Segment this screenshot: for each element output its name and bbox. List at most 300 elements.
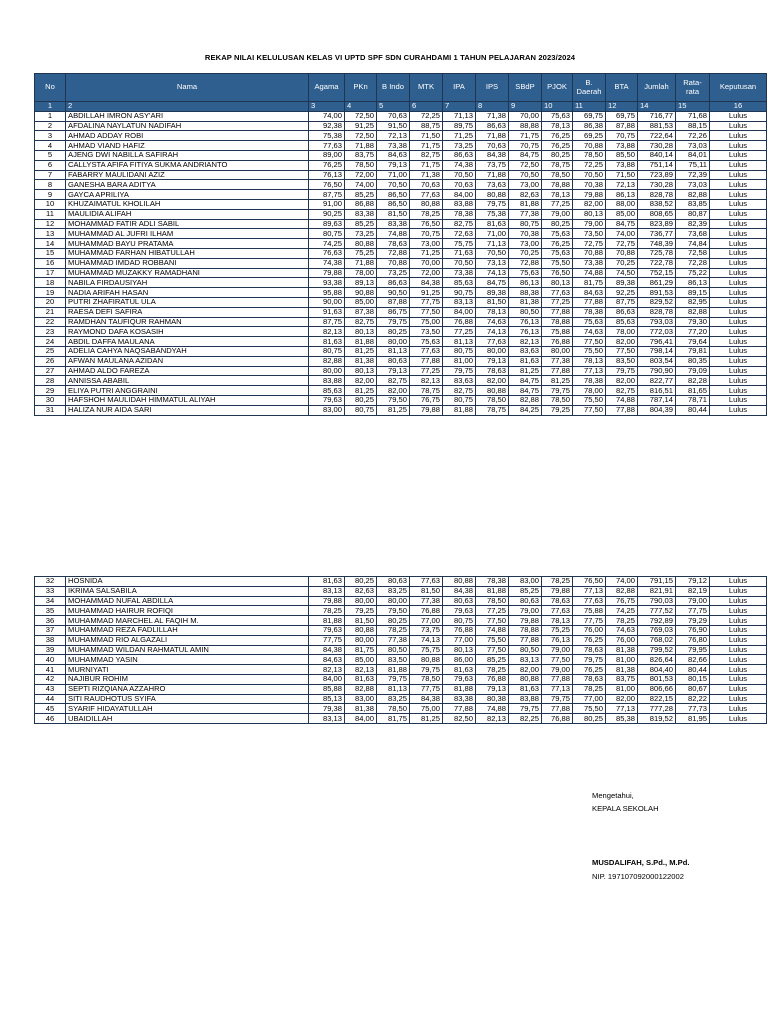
score-cell: 86,63: [443, 150, 476, 160]
score-cell: 83,13: [309, 586, 345, 596]
table-row: [35, 131, 767, 141]
score-cell: 79,30: [676, 317, 710, 327]
row-number-cell: 46: [35, 714, 66, 724]
row-number-cell: 25: [35, 346, 66, 356]
score-cell: 81,75: [345, 645, 377, 655]
score-cell: 78,25: [410, 209, 443, 219]
score-cell: 83,88: [309, 376, 345, 386]
student-name-cell: MUHAMMAD REZA FADLILLAH: [66, 625, 309, 635]
score-cell: 89,38: [476, 288, 509, 298]
score-cell: 81,63: [509, 356, 542, 366]
score-cell: 81,13: [377, 346, 410, 356]
decision-cell: Lulus: [710, 337, 767, 347]
score-cell: 80,44: [676, 665, 710, 675]
score-cell: 70,25: [606, 258, 638, 268]
score-cell: 80,63: [377, 577, 410, 587]
score-cell: 81,50: [345, 616, 377, 626]
score-cell: 72,50: [509, 160, 542, 170]
score-cell: 78,63: [476, 366, 509, 376]
score-cell: 74,13: [476, 327, 509, 337]
score-cell: 74,13: [476, 268, 509, 278]
student-name-cell: ABDIL DAFFA MAULANA: [66, 337, 309, 347]
score-cell: 82,13: [476, 714, 509, 724]
score-cell: 70,75: [410, 229, 443, 239]
score-cell: 85,00: [606, 209, 638, 219]
score-cell: 78,25: [606, 616, 638, 626]
score-cell: 83,00: [509, 577, 542, 587]
decision-cell: Lulus: [710, 199, 767, 209]
score-cell: 76,25: [542, 131, 573, 141]
score-cell: 81,13: [443, 337, 476, 347]
score-cell: 77,50: [573, 405, 606, 415]
score-cell: 78,75: [542, 160, 573, 170]
score-cell: 82,88: [676, 307, 710, 317]
score-cell: 80,88: [345, 239, 377, 249]
score-cell: 72,25: [410, 111, 443, 121]
score-cell: 74,84: [676, 239, 710, 249]
row-number-cell: 23: [35, 327, 66, 337]
row-number-cell: 12: [35, 219, 66, 229]
score-cell: 81,13: [377, 684, 410, 694]
score-cell: 83,13: [509, 655, 542, 665]
score-cell: 75,50: [542, 258, 573, 268]
score-cell: 82,00: [606, 376, 638, 386]
score-cell: 73,00: [509, 180, 542, 190]
score-cell: 790,03: [638, 596, 676, 606]
score-cell: 861,29: [638, 278, 676, 288]
table-row: [35, 248, 767, 258]
score-cell: 82,00: [377, 386, 410, 396]
decision-cell: Lulus: [710, 141, 767, 151]
score-cell: 78,50: [377, 704, 410, 714]
decision-cell: Lulus: [710, 376, 767, 386]
score-cell: 725,78: [638, 248, 676, 258]
score-cell: 88,15: [676, 121, 710, 131]
score-cell: 71,75: [509, 131, 542, 141]
score-cell: 83,25: [377, 586, 410, 596]
score-cell: 81,50: [377, 209, 410, 219]
score-cell: 70,63: [377, 111, 410, 121]
score-cell: 77,63: [542, 288, 573, 298]
score-cell: 82,00: [345, 376, 377, 386]
student-name-cell: ADELIA CAHYA NAQSABANDYAH: [66, 346, 309, 356]
score-cell: 803,54: [638, 356, 676, 366]
score-cell: 81,38: [509, 297, 542, 307]
decision-cell: Lulus: [710, 258, 767, 268]
score-cell: 791,15: [638, 577, 676, 587]
header-cell: Rata-rata: [676, 74, 710, 102]
score-cell: 77,13: [573, 366, 606, 376]
score-cell: 78,71: [676, 395, 710, 405]
score-cell: 80,25: [345, 577, 377, 587]
decision-cell: Lulus: [710, 288, 767, 298]
score-cell: 78,75: [410, 386, 443, 396]
score-cell: 92,38: [309, 121, 345, 131]
score-cell: 79,88: [309, 596, 345, 606]
score-cell: 77,50: [606, 346, 638, 356]
score-cell: 79,75: [542, 386, 573, 396]
decision-cell: Lulus: [710, 625, 767, 635]
student-name-cell: ELIYA PUTRI ANGGRAINI: [66, 386, 309, 396]
score-cell: 72,50: [345, 111, 377, 121]
score-cell: 82,00: [476, 376, 509, 386]
score-cell: 89,38: [606, 278, 638, 288]
score-cell: 70,50: [476, 248, 509, 258]
row-number-cell: 15: [35, 248, 66, 258]
score-cell: 82,63: [509, 190, 542, 200]
student-name-cell: MAULIDIA ALIFAH: [66, 209, 309, 219]
score-cell: 78,50: [476, 395, 509, 405]
table-row: [35, 327, 767, 337]
score-cell: 75,63: [542, 111, 573, 121]
score-cell: 81,88: [345, 337, 377, 347]
signature-greeting: Mengetahui,: [592, 791, 634, 800]
score-cell: 82,88: [309, 356, 345, 366]
score-cell: 91,63: [309, 307, 345, 317]
score-cell: 77,75: [410, 684, 443, 694]
score-cell: 81,00: [606, 684, 638, 694]
decision-cell: Lulus: [710, 346, 767, 356]
score-cell: 71,63: [443, 248, 476, 258]
score-cell: 82,25: [509, 714, 542, 724]
score-cell: 806,66: [638, 684, 676, 694]
score-cell: 82,39: [676, 219, 710, 229]
score-cell: 76,50: [410, 219, 443, 229]
score-cell: 77,88: [573, 297, 606, 307]
score-cell: 82,63: [345, 586, 377, 596]
score-cell: 83,88: [509, 694, 542, 704]
row-number-cell: 9: [35, 190, 66, 200]
score-cell: 78,13: [542, 616, 573, 626]
score-cell: 75,50: [573, 704, 606, 714]
score-cell: 76,88: [542, 337, 573, 347]
score-cell: 80,75: [309, 229, 345, 239]
score-cell: 78,88: [542, 317, 573, 327]
score-cell: 72,13: [606, 180, 638, 190]
score-cell: 80,00: [377, 596, 410, 606]
score-cell: 84,38: [309, 645, 345, 655]
student-name-cell: MUHAMMAD WILDAN RAHMATUL AMIN: [66, 645, 309, 655]
score-cell: 95,88: [309, 288, 345, 298]
score-cell: 70,88: [573, 141, 606, 151]
score-cell: 77,38: [509, 209, 542, 219]
score-cell: 76,13: [542, 635, 573, 645]
score-cell: 77,50: [410, 307, 443, 317]
score-cell: 77,13: [573, 586, 606, 596]
row-number-cell: 30: [35, 395, 66, 405]
student-name-cell: NAJIBUR ROHIM: [66, 674, 309, 684]
table-row: [35, 121, 767, 131]
score-cell: 86,13: [676, 278, 710, 288]
score-cell: 77,50: [476, 616, 509, 626]
score-cell: 80,13: [345, 366, 377, 376]
score-cell: 80,13: [345, 327, 377, 337]
score-cell: 73,68: [676, 229, 710, 239]
score-cell: 85,50: [606, 150, 638, 160]
score-cell: 84,00: [309, 674, 345, 684]
score-cell: 82,13: [309, 327, 345, 337]
student-name-cell: UBAIDILLAH: [66, 714, 309, 724]
score-cell: 91,00: [309, 199, 345, 209]
score-cell: 85,63: [606, 317, 638, 327]
row-number-cell: 3: [35, 131, 66, 141]
score-cell: 82,00: [606, 694, 638, 704]
score-cell: 69,25: [573, 131, 606, 141]
score-cell: 81,25: [509, 366, 542, 376]
score-cell: 83,13: [309, 714, 345, 724]
score-cell: 71,50: [410, 131, 443, 141]
decision-cell: Lulus: [710, 121, 767, 131]
score-cell: 84,38: [410, 278, 443, 288]
row-number-cell: 28: [35, 376, 66, 386]
score-cell: 81,88: [377, 665, 410, 675]
score-cell: 819,52: [638, 714, 676, 724]
score-cell: 78,13: [476, 307, 509, 317]
score-cell: 76,88: [443, 625, 476, 635]
score-cell: 808,65: [638, 209, 676, 219]
table-row: [35, 307, 767, 317]
decision-cell: Lulus: [710, 405, 767, 415]
row-number-cell: 5: [35, 150, 66, 160]
student-name-cell: MUHAMMAD RIO ALGAZALI: [66, 635, 309, 645]
row-number-cell: 39: [35, 645, 66, 655]
score-cell: 80,00: [377, 337, 410, 347]
score-cell: 78,63: [542, 596, 573, 606]
score-cell: 86,63: [476, 121, 509, 131]
score-cell: 77,88: [509, 635, 542, 645]
row-number-cell: 43: [35, 684, 66, 694]
table-row: [35, 317, 767, 327]
score-cell: 81,63: [476, 219, 509, 229]
score-cell: 78,25: [542, 577, 573, 587]
grades-table-page-2: [34, 576, 767, 724]
score-cell: 81,88: [309, 616, 345, 626]
row-number-cell: 4: [35, 141, 66, 151]
score-cell: 75,00: [410, 704, 443, 714]
score-cell: 81,25: [410, 714, 443, 724]
row-number-cell: 36: [35, 616, 66, 626]
score-cell: 75,63: [542, 229, 573, 239]
score-cell: 83,63: [509, 346, 542, 356]
decision-cell: Lulus: [710, 317, 767, 327]
score-cell: 86,00: [443, 655, 476, 665]
score-cell: 77,63: [410, 346, 443, 356]
student-name-cell: MUHAMMAD HAIRUR ROFIQI: [66, 606, 309, 616]
score-cell: 78,88: [542, 180, 573, 190]
score-cell: 73,38: [377, 141, 410, 151]
score-cell: 74,63: [606, 625, 638, 635]
header-cell: IPS: [476, 74, 509, 102]
table-row: [35, 366, 767, 376]
score-cell: 787,14: [638, 395, 676, 405]
score-cell: 79,88: [542, 586, 573, 596]
decision-cell: Lulus: [710, 586, 767, 596]
score-cell: 80,88: [476, 386, 509, 396]
score-cell: 816,51: [638, 386, 676, 396]
score-cell: 75,88: [542, 327, 573, 337]
score-cell: 73,50: [573, 229, 606, 239]
score-cell: 85,13: [309, 694, 345, 704]
row-number-cell: 37: [35, 625, 66, 635]
score-cell: 70,75: [606, 131, 638, 141]
score-cell: 77,00: [410, 616, 443, 626]
student-name-cell: MUHAMMAD MARCHEL AL FAQIH M.: [66, 616, 309, 626]
score-cell: 74,13: [410, 635, 443, 645]
score-cell: 79,50: [377, 395, 410, 405]
decision-cell: Lulus: [710, 645, 767, 655]
score-cell: 77,63: [410, 190, 443, 200]
score-cell: 80,88: [410, 199, 443, 209]
score-cell: 73,88: [606, 160, 638, 170]
decision-cell: Lulus: [710, 674, 767, 684]
score-cell: 78,13: [573, 356, 606, 366]
score-cell: 90,75: [443, 288, 476, 298]
score-cell: 73,75: [410, 625, 443, 635]
score-cell: 82,19: [676, 586, 710, 596]
score-cell: 801,53: [638, 674, 676, 684]
header-cell: Nama: [66, 74, 309, 102]
score-cell: 72,75: [606, 239, 638, 249]
score-cell: 82,00: [573, 199, 606, 209]
column-number-cell: 14: [638, 102, 676, 112]
score-cell: 80,75: [443, 395, 476, 405]
row-number-cell: 11: [35, 209, 66, 219]
row-number-cell: 42: [35, 674, 66, 684]
score-cell: 77,88: [542, 307, 573, 317]
table-row: [35, 635, 767, 645]
score-cell: 81,25: [345, 386, 377, 396]
score-cell: 76,13: [509, 317, 542, 327]
score-cell: 80,88: [410, 655, 443, 665]
score-cell: 730,28: [638, 141, 676, 151]
score-cell: 76,50: [542, 268, 573, 278]
score-cell: 71,00: [377, 170, 410, 180]
score-cell: 81,88: [509, 199, 542, 209]
score-cell: 77,25: [410, 366, 443, 376]
score-cell: 72,00: [345, 170, 377, 180]
table-row: [35, 674, 767, 684]
score-cell: 79,81: [676, 346, 710, 356]
student-name-cell: MOHAMMAD FATIR ADLI SABIL: [66, 219, 309, 229]
score-cell: 78,38: [443, 209, 476, 219]
score-cell: 75,00: [410, 317, 443, 327]
column-number-row: [35, 102, 767, 112]
student-name-cell: RAESA DEFI SAFIRA: [66, 307, 309, 317]
score-cell: 73,75: [476, 160, 509, 170]
table-row: [35, 356, 767, 366]
score-cell: 76,00: [573, 625, 606, 635]
decision-cell: Lulus: [710, 366, 767, 376]
score-cell: 91,50: [377, 121, 410, 131]
score-cell: 73,50: [410, 327, 443, 337]
score-cell: 77,88: [606, 405, 638, 415]
score-cell: 81,25: [345, 346, 377, 356]
score-cell: 73,38: [573, 258, 606, 268]
student-name-cell: AFDALINA NAYLATUN NADIFAH: [66, 121, 309, 131]
score-cell: 83,38: [377, 219, 410, 229]
score-cell: 76,63: [309, 248, 345, 258]
score-cell: 79,75: [476, 199, 509, 209]
score-cell: 72,13: [377, 131, 410, 141]
student-name-cell: NABILA FIRDAUSIYAH: [66, 278, 309, 288]
score-cell: 82,75: [377, 376, 410, 386]
score-cell: 80,63: [509, 596, 542, 606]
score-cell: 72,50: [345, 131, 377, 141]
row-number-cell: 21: [35, 307, 66, 317]
score-cell: 81,88: [443, 684, 476, 694]
student-name-cell: SYARIF HIDAYATULLAH: [66, 704, 309, 714]
student-name-cell: MUHAMMAD IMDAD ROBBANI: [66, 258, 309, 268]
score-cell: 84,38: [410, 694, 443, 704]
student-name-cell: PUTRI ZHAFIRATUL ULA: [66, 297, 309, 307]
score-cell: 89,15: [676, 288, 710, 298]
score-cell: 70,88: [377, 258, 410, 268]
table-row: [35, 150, 767, 160]
score-cell: 87,88: [377, 297, 410, 307]
score-cell: 70,50: [443, 170, 476, 180]
score-cell: 77,63: [542, 606, 573, 616]
score-cell: 77,88: [542, 366, 573, 376]
score-cell: 71,00: [476, 229, 509, 239]
score-cell: 78,25: [309, 606, 345, 616]
signature-nip: NIP. 197107092000122002: [592, 872, 684, 881]
score-cell: 82,13: [345, 665, 377, 675]
student-name-cell: RAMDHAN TAUFIQUR RAHMAN: [66, 317, 309, 327]
score-cell: 82,88: [345, 684, 377, 694]
score-cell: 70,88: [606, 248, 638, 258]
score-cell: 71,13: [476, 239, 509, 249]
score-cell: 86,50: [377, 190, 410, 200]
score-cell: 78,50: [410, 674, 443, 684]
table-row: [35, 606, 767, 616]
score-cell: 77,75: [410, 297, 443, 307]
score-cell: 82,75: [410, 150, 443, 160]
score-cell: 723,89: [638, 170, 676, 180]
score-cell: 74,25: [606, 606, 638, 616]
score-cell: 85,25: [345, 190, 377, 200]
score-cell: 81,63: [309, 337, 345, 347]
decision-cell: Lulus: [710, 229, 767, 239]
score-cell: 80,25: [573, 714, 606, 724]
student-name-cell: AJENG DWI NABILLA SAFIRAH: [66, 150, 309, 160]
score-cell: 79,63: [443, 606, 476, 616]
score-cell: 82,13: [509, 337, 542, 347]
score-cell: 83,25: [377, 694, 410, 704]
row-number-cell: 34: [35, 596, 66, 606]
row-number-cell: 32: [35, 577, 66, 587]
row-number-cell: 16: [35, 258, 66, 268]
table-row: [35, 596, 767, 606]
table-row: [35, 219, 767, 229]
score-cell: 82,88: [606, 586, 638, 596]
score-cell: 79,25: [345, 606, 377, 616]
score-cell: 87,75: [606, 297, 638, 307]
score-cell: 84,63: [573, 288, 606, 298]
score-cell: 86,38: [573, 121, 606, 131]
score-cell: 79,95: [676, 645, 710, 655]
header-cell: B. Daerah: [573, 74, 606, 102]
score-cell: 85,88: [309, 684, 345, 694]
score-cell: 81,75: [377, 714, 410, 724]
score-cell: 792,89: [638, 616, 676, 626]
table-row: [35, 258, 767, 268]
score-cell: 736,77: [638, 229, 676, 239]
score-cell: 90,88: [345, 288, 377, 298]
score-cell: 80,75: [509, 219, 542, 229]
column-number-cell: 10: [542, 102, 573, 112]
header-cell: Keputusan: [710, 74, 767, 102]
score-cell: 72,75: [573, 239, 606, 249]
